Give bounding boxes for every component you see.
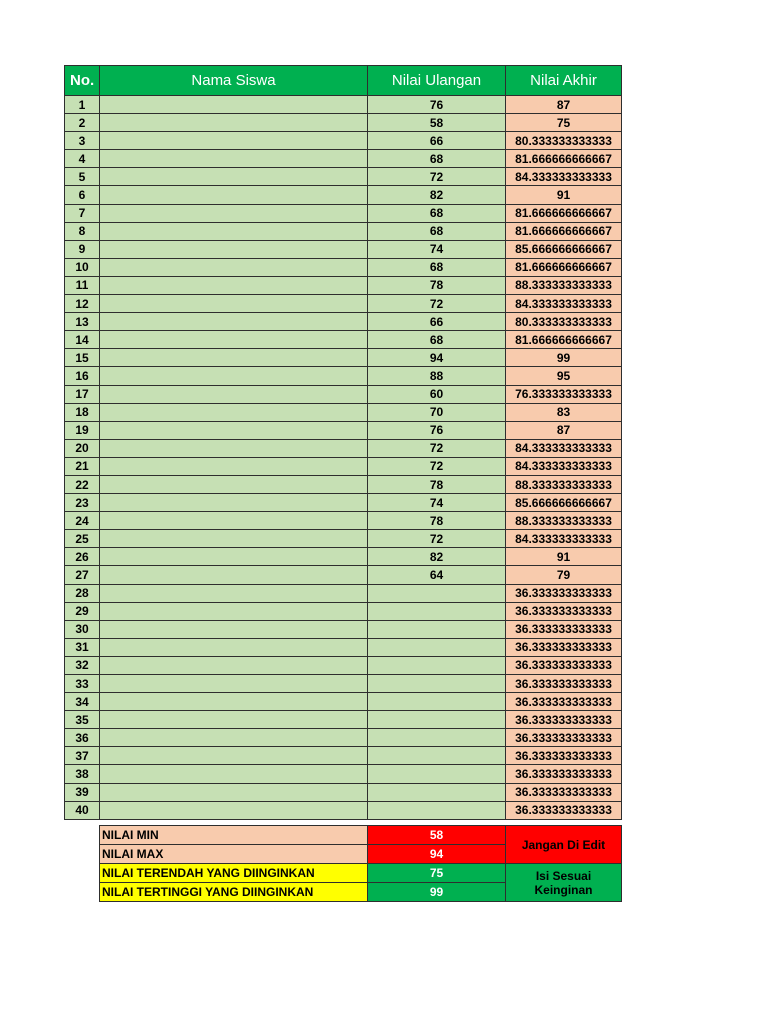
low-label[interactable]: NILAI TERENDAH YANG DIINGINKAN	[100, 864, 368, 883]
row-number-cell[interactable]: 13	[65, 313, 100, 331]
score-cell[interactable]	[368, 765, 506, 783]
row-number-cell[interactable]: 2	[65, 114, 100, 132]
row-number-cell[interactable]: 7	[65, 204, 100, 222]
summary-row-low	[100, 864, 622, 883]
table-row	[65, 204, 622, 222]
score-cell[interactable]: 78	[368, 276, 506, 294]
note-no-edit[interactable]: Jangan Di Edit	[506, 826, 622, 864]
table-row	[65, 349, 622, 367]
student-name-cell[interactable]	[100, 548, 368, 566]
final-score-cell[interactable]: 36.333333333333	[506, 801, 622, 819]
student-name-cell[interactable]	[100, 313, 368, 331]
student-name-cell[interactable]	[100, 367, 368, 385]
score-cell[interactable]	[368, 693, 506, 711]
student-name-cell[interactable]	[100, 602, 368, 620]
final-score-cell[interactable]: 84.333333333333	[506, 295, 622, 313]
final-score-cell[interactable]: 36.333333333333	[506, 711, 622, 729]
student-name-cell[interactable]	[100, 765, 368, 783]
final-score-cell[interactable]: 79	[506, 566, 622, 584]
student-name-cell[interactable]	[100, 331, 368, 349]
table-row	[65, 584, 622, 602]
score-cell[interactable]: 68	[368, 204, 506, 222]
student-name-cell[interactable]	[100, 240, 368, 258]
final-score-cell[interactable]: 36.333333333333	[506, 656, 622, 674]
score-cell[interactable]: 72	[368, 168, 506, 186]
row-number-cell[interactable]: 31	[65, 638, 100, 656]
student-name-cell[interactable]	[100, 349, 368, 367]
score-cell[interactable]	[368, 675, 506, 693]
row-number-cell[interactable]: 12	[65, 295, 100, 313]
table-row	[65, 620, 622, 638]
score-cell[interactable]: 72	[368, 295, 506, 313]
student-name-cell[interactable]	[100, 385, 368, 403]
final-score-cell[interactable]: 36.333333333333	[506, 638, 622, 656]
table-row	[65, 439, 622, 457]
final-score-cell[interactable]: 36.333333333333	[506, 602, 622, 620]
table-row	[65, 765, 622, 783]
max-value[interactable]: 94	[368, 845, 506, 864]
table-row	[65, 638, 622, 656]
note-fill[interactable]: Isi Sesuai Keinginan	[506, 864, 622, 902]
final-score-cell[interactable]: 36.333333333333	[506, 693, 622, 711]
table-row	[65, 132, 622, 150]
table-row	[65, 783, 622, 801]
score-cell[interactable]: 68	[368, 222, 506, 240]
table-row	[65, 258, 622, 276]
student-name-cell[interactable]	[100, 638, 368, 656]
student-name-cell[interactable]	[100, 783, 368, 801]
score-cell[interactable]: 94	[368, 349, 506, 367]
row-number-cell[interactable]: 15	[65, 349, 100, 367]
score-cell[interactable]	[368, 801, 506, 819]
score-cell[interactable]	[368, 711, 506, 729]
score-cell[interactable]	[368, 638, 506, 656]
row-number-cell[interactable]: 5	[65, 168, 100, 186]
row-number-cell[interactable]: 8	[65, 222, 100, 240]
student-name-cell[interactable]	[100, 204, 368, 222]
score-cell[interactable]: 58	[368, 114, 506, 132]
score-cell[interactable]: 78	[368, 512, 506, 530]
table-row	[65, 367, 622, 385]
table-row	[65, 421, 622, 439]
score-cell[interactable]	[368, 620, 506, 638]
table-row	[65, 403, 622, 421]
max-label[interactable]: NILAI MAX	[100, 845, 368, 864]
row-number-cell[interactable]: 3	[65, 132, 100, 150]
row-number-cell[interactable]: 14	[65, 331, 100, 349]
student-name-cell[interactable]	[100, 258, 368, 276]
row-number-cell[interactable]: 29	[65, 602, 100, 620]
final-score-cell[interactable]: 36.333333333333	[506, 675, 622, 693]
final-score-cell[interactable]: 36.333333333333	[506, 584, 622, 602]
row-number-cell[interactable]: 1	[65, 96, 100, 114]
row-number-cell[interactable]: 34	[65, 693, 100, 711]
header-score[interactable]: Nilai Ulangan	[368, 66, 506, 96]
student-name-cell[interactable]	[100, 747, 368, 765]
table-row	[65, 602, 622, 620]
score-cell[interactable]	[368, 783, 506, 801]
table-row	[65, 96, 622, 114]
student-name-cell[interactable]	[100, 729, 368, 747]
student-name-cell[interactable]	[100, 656, 368, 674]
table-row	[65, 222, 622, 240]
student-name-cell[interactable]	[100, 439, 368, 457]
final-score-cell[interactable]: 99	[506, 349, 622, 367]
student-name-cell[interactable]	[100, 711, 368, 729]
row-number-cell[interactable]: 20	[65, 439, 100, 457]
score-cell[interactable]: 72	[368, 439, 506, 457]
score-cell[interactable]: 60	[368, 385, 506, 403]
header-name[interactable]: Nama Siswa	[100, 66, 368, 96]
table-row	[65, 494, 622, 512]
final-score-cell[interactable]: 85.666666666667	[506, 240, 622, 258]
final-score-cell[interactable]: 36.333333333333	[506, 747, 622, 765]
score-cell[interactable]	[368, 656, 506, 674]
student-name-cell[interactable]	[100, 276, 368, 294]
table-row	[65, 530, 622, 548]
score-cell[interactable]: 82	[368, 186, 506, 204]
final-score-cell[interactable]: 36.333333333333	[506, 620, 622, 638]
row-number-cell[interactable]: 39	[65, 783, 100, 801]
row-number-cell[interactable]: 37	[65, 747, 100, 765]
table-row	[65, 186, 622, 204]
score-cell[interactable]: 66	[368, 132, 506, 150]
table-row	[65, 729, 622, 747]
table-row	[65, 385, 622, 403]
row-number-cell[interactable]: 33	[65, 675, 100, 693]
score-cell[interactable]: 70	[368, 403, 506, 421]
low-value[interactable]: 75	[368, 864, 506, 883]
row-number-cell[interactable]: 10	[65, 258, 100, 276]
score-cell[interactable]: 78	[368, 475, 506, 493]
final-score-cell[interactable]: 80.333333333333	[506, 313, 622, 331]
score-cell[interactable]: 88	[368, 367, 506, 385]
final-score-cell[interactable]: 83	[506, 403, 622, 421]
student-name-cell[interactable]	[100, 801, 368, 819]
row-number-cell[interactable]: 28	[65, 584, 100, 602]
score-cell[interactable]: 72	[368, 457, 506, 475]
final-score-cell[interactable]: 87	[506, 96, 622, 114]
student-name-cell[interactable]	[100, 421, 368, 439]
final-score-cell[interactable]: 81.666666666667	[506, 258, 622, 276]
row-number-cell[interactable]: 32	[65, 656, 100, 674]
student-name-cell[interactable]	[100, 457, 368, 475]
score-cell[interactable]	[368, 584, 506, 602]
table-row	[65, 457, 622, 475]
table-row	[65, 331, 622, 349]
final-score-cell[interactable]: 36.333333333333	[506, 765, 622, 783]
student-name-cell[interactable]	[100, 530, 368, 548]
table-row	[65, 168, 622, 186]
final-score-cell[interactable]: 81.666666666667	[506, 204, 622, 222]
header-no[interactable]: No.	[65, 66, 100, 96]
score-cell[interactable]: 76	[368, 421, 506, 439]
score-cell[interactable]: 68	[368, 258, 506, 276]
row-number-cell[interactable]: 25	[65, 530, 100, 548]
table-row	[65, 675, 622, 693]
row-number-cell[interactable]: 16	[65, 367, 100, 385]
score-cell[interactable]	[368, 602, 506, 620]
student-name-cell[interactable]	[100, 222, 368, 240]
row-number-cell[interactable]: 38	[65, 765, 100, 783]
student-name-cell[interactable]	[100, 150, 368, 168]
student-name-cell[interactable]	[100, 494, 368, 512]
table-row	[65, 276, 622, 294]
row-number-cell[interactable]: 23	[65, 494, 100, 512]
student-name-cell[interactable]	[100, 168, 368, 186]
high-value[interactable]: 99	[368, 883, 506, 902]
final-score-cell[interactable]: 36.333333333333	[506, 783, 622, 801]
student-name-cell[interactable]	[100, 114, 368, 132]
table-row	[65, 747, 622, 765]
final-score-cell[interactable]: 84.333333333333	[506, 457, 622, 475]
score-cell[interactable]	[368, 747, 506, 765]
score-cell[interactable]	[368, 729, 506, 747]
row-number-cell[interactable]: 30	[65, 620, 100, 638]
table-row	[65, 693, 622, 711]
table-row	[65, 801, 622, 819]
score-cell[interactable]: 64	[368, 566, 506, 584]
final-score-cell[interactable]: 88.333333333333	[506, 512, 622, 530]
summary-row-min	[100, 826, 622, 845]
final-score-cell[interactable]: 84.333333333333	[506, 439, 622, 457]
final-score-cell[interactable]: 88.333333333333	[506, 276, 622, 294]
row-number-cell[interactable]: 36	[65, 729, 100, 747]
student-name-cell[interactable]	[100, 512, 368, 530]
row-number-cell[interactable]: 6	[65, 186, 100, 204]
student-name-cell[interactable]	[100, 675, 368, 693]
score-cell[interactable]: 76	[368, 96, 506, 114]
summary-table	[99, 825, 622, 902]
final-score-cell[interactable]: 76.333333333333	[506, 385, 622, 403]
row-number-cell[interactable]: 11	[65, 276, 100, 294]
table-row	[65, 512, 622, 530]
score-cell[interactable]: 82	[368, 548, 506, 566]
final-score-cell[interactable]: 80.333333333333	[506, 132, 622, 150]
score-cell[interactable]: 68	[368, 150, 506, 168]
student-name-cell[interactable]	[100, 403, 368, 421]
student-name-cell[interactable]	[100, 584, 368, 602]
table-row	[65, 313, 622, 331]
student-name-cell[interactable]	[100, 295, 368, 313]
table-row	[65, 150, 622, 168]
final-score-cell[interactable]: 84.333333333333	[506, 168, 622, 186]
row-number-cell[interactable]: 19	[65, 421, 100, 439]
row-number-cell[interactable]: 35	[65, 711, 100, 729]
table-row	[65, 475, 622, 493]
table-row	[65, 711, 622, 729]
final-score-cell[interactable]: 91	[506, 186, 622, 204]
row-number-cell[interactable]: 18	[65, 403, 100, 421]
score-cell[interactable]: 74	[368, 240, 506, 258]
score-cell[interactable]: 66	[368, 313, 506, 331]
final-score-cell[interactable]: 81.666666666667	[506, 150, 622, 168]
row-number-cell[interactable]: 4	[65, 150, 100, 168]
student-name-cell[interactable]	[100, 693, 368, 711]
table-row	[65, 295, 622, 313]
row-number-cell[interactable]: 9	[65, 240, 100, 258]
student-name-cell[interactable]	[100, 132, 368, 150]
header-final[interactable]: Nilai Akhir	[506, 66, 622, 96]
student-name-cell[interactable]	[100, 96, 368, 114]
final-score-cell[interactable]: 81.666666666667	[506, 222, 622, 240]
row-number-cell[interactable]: 17	[65, 385, 100, 403]
score-cell[interactable]: 74	[368, 494, 506, 512]
table-row	[65, 548, 622, 566]
final-score-cell[interactable]: 88.333333333333	[506, 475, 622, 493]
row-number-cell[interactable]: 24	[65, 512, 100, 530]
final-score-cell[interactable]: 75	[506, 114, 622, 132]
min-label[interactable]: NILAI MIN	[100, 826, 368, 845]
table-row	[65, 656, 622, 674]
min-value[interactable]: 58	[368, 826, 506, 845]
table-row	[65, 566, 622, 584]
row-number-cell[interactable]: 22	[65, 475, 100, 493]
table-row	[65, 240, 622, 258]
row-number-cell[interactable]: 40	[65, 801, 100, 819]
row-number-cell[interactable]: 21	[65, 457, 100, 475]
student-name-cell[interactable]	[100, 566, 368, 584]
final-score-cell[interactable]: 85.666666666667	[506, 494, 622, 512]
final-score-cell[interactable]: 81.666666666667	[506, 331, 622, 349]
row-number-cell[interactable]: 27	[65, 566, 100, 584]
high-label[interactable]: NILAI TERTINGGI YANG DIINGINKAN	[100, 883, 368, 902]
score-cell[interactable]: 68	[368, 331, 506, 349]
student-name-cell[interactable]	[100, 186, 368, 204]
grade-table	[64, 65, 622, 820]
final-score-cell[interactable]: 84.333333333333	[506, 530, 622, 548]
final-score-cell[interactable]: 91	[506, 548, 622, 566]
student-name-cell[interactable]	[100, 475, 368, 493]
header-row	[65, 66, 622, 96]
table-row	[65, 114, 622, 132]
score-cell[interactable]: 72	[368, 530, 506, 548]
final-score-cell[interactable]: 95	[506, 367, 622, 385]
final-score-cell[interactable]: 87	[506, 421, 622, 439]
row-number-cell[interactable]: 26	[65, 548, 100, 566]
student-name-cell[interactable]	[100, 620, 368, 638]
final-score-cell[interactable]: 36.333333333333	[506, 729, 622, 747]
